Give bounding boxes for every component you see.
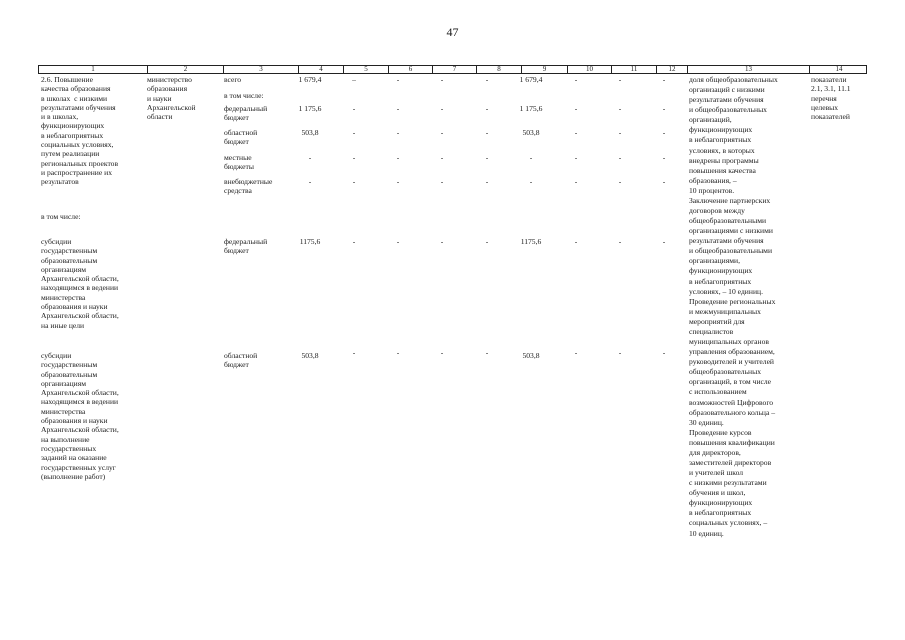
cell-reg-c10: - (574, 128, 578, 137)
cell-local-c8: - (485, 153, 489, 162)
cell-fed-c6: - (396, 104, 400, 113)
cell-local-c9: - (529, 153, 533, 162)
header-col-9: 9 (521, 66, 567, 73)
cell-extra-c7: - (440, 177, 444, 186)
cell-local-c4: - (308, 153, 312, 162)
cell-sub2-c8: - (485, 348, 489, 357)
cell-extra-c8: - (485, 177, 489, 186)
header-col-4: 4 (298, 66, 343, 73)
cell-total-c10: - (574, 75, 578, 84)
cell-fed-c11: - (618, 104, 622, 113)
cell-total-c9: 1 679,4 (519, 75, 543, 84)
funding-source-regional: областной бюджет (224, 128, 258, 147)
target-indicators: показатели 2.1, 3.1, 11.1 перечня целевых показателей (811, 75, 851, 122)
header-col-13: 13 (687, 66, 809, 73)
cell-sub2-c9: 503,8 (522, 351, 540, 360)
header-col-6: 6 (388, 66, 432, 73)
cell-total-c8: - (485, 75, 489, 84)
cell-fed-c9: 1 175,6 (519, 104, 543, 113)
header-col-8: 8 (476, 66, 521, 73)
cell-sub1-c11: - (618, 237, 622, 246)
cell-sub2-c5: - (352, 348, 356, 357)
cell-reg-c5: - (352, 128, 356, 137)
cell-extra-c5: - (352, 177, 356, 186)
header-col-3: 3 (223, 66, 298, 73)
cell-fed-c4: 1 175,6 (298, 104, 322, 113)
funding-source-federal-sub1: федеральный бюджет (224, 237, 268, 256)
subsidy-other-purposes: субсидии государственным образовательным организациям Архангельской области, находящимся в ведении министерства образования и науки Архангельской области, на иные цели (41, 237, 119, 330)
funding-source-regional-sub2: областной бюджет (224, 351, 258, 370)
funding-source-federal: федеральный бюджет (224, 104, 268, 123)
cell-sub1-c7: - (440, 237, 444, 246)
cell-extra-c9: - (529, 177, 533, 186)
header-col-12: 12 (656, 66, 687, 73)
cell-sub1-c6: - (396, 237, 400, 246)
cell-reg-c12: - (662, 128, 666, 137)
cell-sub1-c9: 1175,6 (520, 237, 542, 246)
cell-sub1-c8: - (485, 237, 489, 246)
cell-local-c11: - (618, 153, 622, 162)
cell-sub2-c12: - (662, 348, 666, 357)
cell-extra-c4: - (308, 177, 312, 186)
cell-sub2-c4: 503,8 (301, 351, 319, 360)
measure-title: 2.6. Повышение качества образования в школах с низкими результатами обучения и в школах, функционирующих в неблагоприятных социальных условиях, путем реализации региональных проектов и распространение их результатов (41, 75, 119, 187)
cell-reg-c8: - (485, 128, 489, 137)
header-col-10: 10 (567, 66, 611, 73)
cell-total-c7: - (440, 75, 444, 84)
cell-fed-c10: - (574, 104, 578, 113)
cell-fed-c7: - (440, 104, 444, 113)
header-col-2: 2 (147, 66, 223, 73)
cell-reg-c4: 503,8 (301, 128, 319, 137)
funding-source-extrabudget: внебюджетные средства (224, 177, 273, 196)
cell-fed-c5: - (352, 104, 356, 113)
cell-extra-c12: - (662, 177, 666, 186)
cell-total-c11: - (618, 75, 622, 84)
cell-extra-c6: - (396, 177, 400, 186)
header-col-5: 5 (343, 66, 388, 73)
cell-sub2-c10: - (574, 348, 578, 357)
cell-fed-c12: - (662, 104, 666, 113)
subsidy-state-assignment: субсидии государственным образовательным организациям Архангельской области, находящимся в ведении министерства образования и науки Архангельской области, на выполнение государственных заданий на оказание государственных услуг (выполнение работ) (41, 351, 119, 481)
funding-source-total: всего (224, 75, 242, 84)
including-label: в том числе: (41, 212, 81, 221)
cell-sub1-c12: - (662, 237, 666, 246)
header-col-1: 1 (91, 65, 95, 73)
cell-sub2-c7: - (440, 348, 444, 357)
cell-total-c5: – (352, 75, 356, 84)
responsible-executor: министерство образования и науки Архангельской области (147, 75, 196, 122)
cell-extra-c11: - (618, 177, 622, 186)
header-col-7: 7 (432, 66, 476, 73)
funding-source-including: в том числе: (224, 91, 264, 100)
cell-local-c6: - (396, 153, 400, 162)
header-col-14: 14 (809, 66, 868, 73)
cell-sub1-c10: - (574, 237, 578, 246)
header-col-11: 11 (611, 66, 656, 73)
expected-results: доля общеобразовательных организаций с низкими результатами обучения и общеобразовательных организаций, функционирующих в неблагоприятных условиях, в которых внедрены программы повышения качества образования, – 10 процентов. Заключение партнерских договоров между общеобразовательными организациями с низкими результатами обучения и общеобразовательными организациями, функционирующих в неблагоприятных условиях, – 10 единиц. Проведение региональных и межмуниципальных мероприятий для специалистов муниципальных органов управления образованием, руководителей и учителей общеобразовательных организаций, в том числе с использованием возможностей Цифрового образовательного кольца – 30 единиц. Проведение курсов повышения квалификации для директоров, заместителей директоров и учителей школ с низкими результатами обучения и школ, функционирующих в неблагоприятных социальных условиях, – 10 единиц. (689, 75, 778, 538)
cell-fed-c8: - (485, 104, 489, 113)
cell-local-c10: - (574, 153, 578, 162)
cell-sub1-c4: 1175,6 (299, 237, 321, 246)
cell-reg-c6: - (396, 128, 400, 137)
funding-source-local: местные бюджеты (224, 153, 254, 172)
cell-reg-c11: - (618, 128, 622, 137)
cell-sub1-c5: - (352, 237, 356, 246)
cell-local-c12: - (662, 153, 666, 162)
cell-reg-c7: - (440, 128, 444, 137)
page-number: 47 (446, 25, 459, 39)
cell-extra-c10: - (574, 177, 578, 186)
cell-total-c4: 1 679,4 (298, 75, 322, 84)
cell-sub2-c11: - (618, 348, 622, 357)
cell-local-c5: - (352, 153, 356, 162)
cell-reg-c9: 503,8 (522, 128, 540, 137)
cell-local-c7: - (440, 153, 444, 162)
cell-total-c6: - (396, 75, 400, 84)
table-header-row (38, 65, 867, 74)
cell-total-c12: - (662, 75, 666, 84)
cell-sub2-c6: - (396, 348, 400, 357)
